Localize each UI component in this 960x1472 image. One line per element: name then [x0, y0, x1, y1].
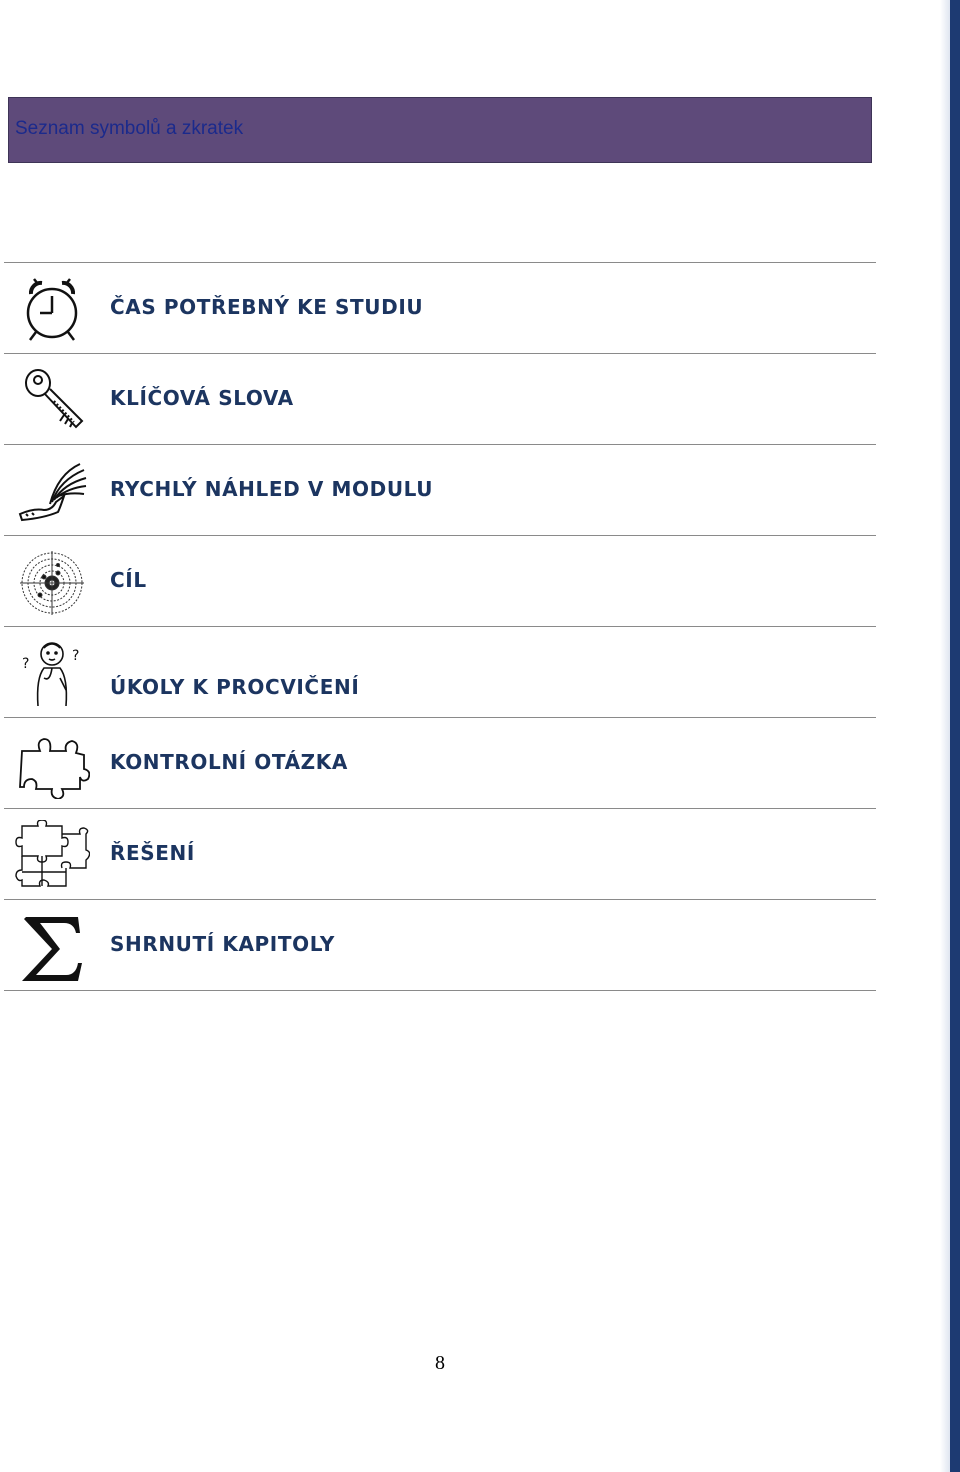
puzzle-piece-icon	[14, 729, 90, 799]
symbol-legend	[4, 262, 876, 991]
page-side-bar	[950, 0, 960, 1472]
legend-row-chapter-summary	[4, 900, 876, 991]
puzzle-pieces-icon	[14, 820, 90, 890]
legend-label: CÍL	[110, 568, 147, 592]
target-icon	[14, 547, 90, 617]
alarm-clock-icon	[14, 274, 90, 344]
section-title: Seznam symbolů a zkratek	[15, 118, 244, 139]
svg-text:?: ?	[22, 656, 30, 672]
legend-row-solution	[4, 809, 876, 900]
legend-row-keywords	[4, 354, 876, 445]
legend-label: KLÍČOVÁ SLOVA	[110, 386, 294, 410]
legend-label: ÚKOLY K PROCVIČENÍ	[110, 675, 360, 699]
sigma-icon	[14, 911, 90, 981]
legend-label: KONTROLNÍ OTÁZKA	[110, 750, 348, 774]
legend-row-quick-preview	[4, 445, 876, 536]
legend-label: RYCHLÝ NÁHLED V MODULU	[110, 477, 434, 501]
legend-row-study-time	[4, 263, 876, 354]
legend-label: SHRNUTÍ KAPITOLY	[110, 932, 336, 956]
thinking-person-icon	[14, 638, 90, 708]
page-number: 8	[435, 1352, 445, 1374]
svg-text:?: ?	[72, 648, 80, 664]
key-icon	[14, 365, 90, 435]
legend-row-goal	[4, 536, 876, 627]
section-header-band	[8, 97, 872, 163]
legend-label: ČAS POTŘEBNÝ KE STUDIU	[110, 295, 424, 319]
legend-row-exercises	[4, 627, 876, 718]
page-edge-shade	[940, 0, 950, 1472]
winged-shoe-icon	[14, 456, 90, 526]
legend-label: ŘEŠENÍ	[110, 841, 195, 865]
legend-row-review-question	[4, 718, 876, 809]
